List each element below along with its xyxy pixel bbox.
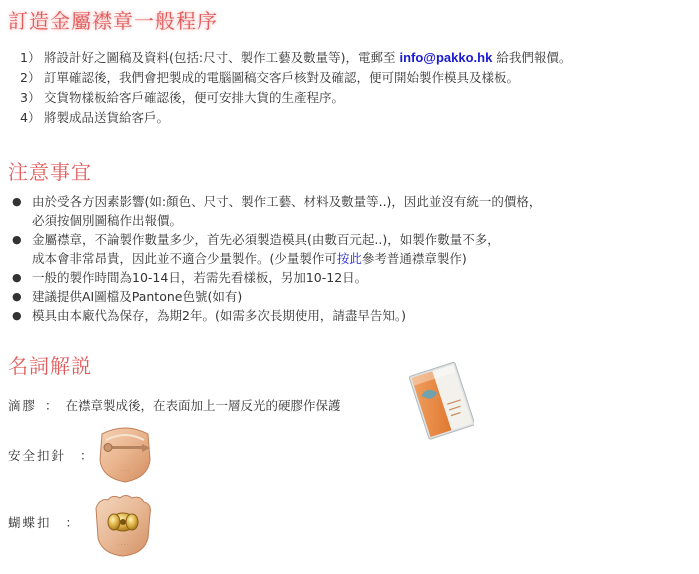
term-epoxy [8, 396, 341, 414]
bullet-icon: ● [12, 309, 22, 322]
note-text: 模具由本廠代為保存，為期2年。(如需多次長期使用，請盡早告知。) [32, 308, 406, 323]
note-text: 由於受各方因素影響(如:顏色、尺寸、製作工藝、材料及數量等..)，因此並沒有統一的價格， [32, 194, 542, 209]
section-title-glossary: 名詞解説 [8, 354, 92, 378]
procedure-step [0, 108, 571, 128]
procedure-steps-list [0, 48, 571, 128]
email-link[interactable]: info@pakko.hk [399, 50, 493, 65]
step-text: 訂單確認後，我們會把製成的電腦圖稿交客戶核對及確認，便可開始製作模具及樣板。 [44, 70, 520, 85]
svg-text:· · ·: · · · [121, 468, 129, 474]
step-text: 將設計好之圖稿及資料(包括:尺寸、製作工藝及數量等)，電郵至 [44, 50, 396, 65]
note-text-part: 成本會非常昂貴，因此並不適合少量製作。(少量製作可 [32, 251, 337, 266]
procedure-step [0, 68, 571, 88]
epoxy-badge-image [408, 360, 474, 442]
svg-text:· · · ·: · · · · [117, 542, 129, 548]
term-separator: ： [80, 448, 93, 463]
procedure-step [0, 88, 571, 108]
bullet-icon: ● [12, 271, 22, 284]
note-item [0, 287, 541, 306]
step-number: 4） [20, 110, 41, 125]
step-number: 3） [20, 90, 41, 105]
section-title-notes: 注意事宜 [8, 160, 92, 184]
note-item [0, 268, 541, 287]
term-name: 蝴蝶扣 [8, 515, 52, 530]
term-description: 在襟章製成後，在表面加上一層反光的硬膠作保護 [65, 398, 341, 413]
butterfly-clutch-badge-image [90, 492, 156, 558]
term-name: 安全扣針 [8, 448, 67, 463]
notes-list [0, 192, 541, 325]
procedure-step [0, 48, 571, 68]
term-name: 滴膠 [8, 398, 38, 413]
bullet-icon: ● [12, 233, 22, 246]
bullet-icon: ● [12, 195, 22, 208]
term-separator: ： [45, 398, 58, 413]
step-text: 將製成品送貨給客戶。 [44, 110, 170, 125]
term-separator: ： [65, 515, 79, 530]
step-number: 1） [20, 50, 41, 65]
note-text: 金屬襟章，不論製作數量多少，首先必須製造模具(由數百元起..)，如製作數量不多， [32, 232, 500, 247]
note-text-continued [32, 249, 541, 268]
bullet-icon: ● [12, 290, 22, 303]
safety-pin-badge-image [92, 420, 158, 484]
note-text: 建議提供AI圖檔及Pantone色號(如有) [32, 289, 243, 304]
note-item [0, 306, 541, 325]
step-text-after: 給我們報價。 [496, 50, 572, 65]
note-item [0, 192, 541, 230]
note-text-part: 參考普通襟章製作) [361, 251, 467, 266]
step-number: 2） [20, 70, 41, 85]
term-safety-pin [8, 446, 93, 464]
step-text: 交貨物樣板給客戶確認後，便可安排大貨的生產程序。 [44, 90, 345, 105]
note-text-continued: 必須按個別圖稿作出報價。 [32, 213, 183, 228]
section-title-procedure: 訂造金屬襟章一般程序 [8, 9, 218, 33]
note-item [0, 230, 541, 268]
click-here-link[interactable]: 按此 [336, 251, 362, 266]
note-text: 一般的製作時間為10-14日，若需先看樣板，另加10-12日。 [32, 270, 368, 285]
term-butterfly-clutch [8, 513, 78, 531]
